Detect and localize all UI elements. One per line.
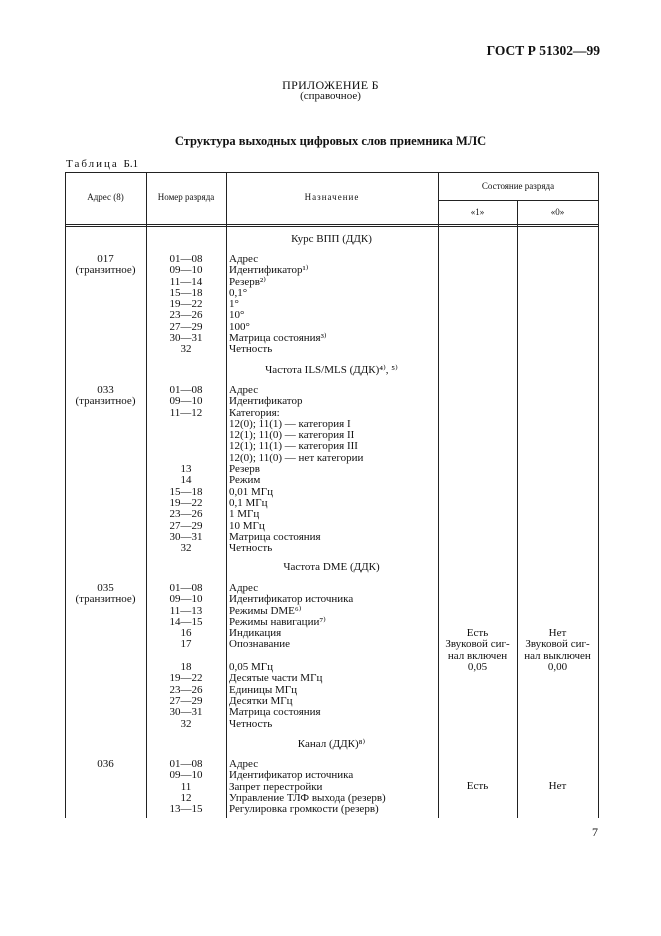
bit-range: 01—08 xyxy=(169,384,203,396)
state-zero-value: нал выключен xyxy=(524,649,591,662)
state-one-value: 0,05 xyxy=(467,660,488,673)
state-one-value: Звуковой сиг- xyxy=(445,638,510,651)
header-purpose: Назначение xyxy=(304,192,360,202)
bit-range: 30—31 xyxy=(169,706,203,719)
purpose-text: 10 МГц xyxy=(229,519,265,532)
state-one-value: Есть xyxy=(466,780,489,792)
table-top-border xyxy=(65,172,598,173)
section-purpose-frequency-dme xyxy=(229,583,353,730)
state-one-channel xyxy=(438,781,517,792)
purpose-text: Адрес xyxy=(229,758,259,770)
bit-range: 15—18 xyxy=(169,485,203,498)
bit-range: 23—26 xyxy=(169,309,203,322)
appendix-note: (справочное) xyxy=(300,90,361,102)
bit-range: 27—29 xyxy=(169,320,203,333)
state-subheader-line xyxy=(438,200,598,201)
purpose-text: Режимы DME⁶⁾ xyxy=(229,604,302,617)
purpose-text: Индикация xyxy=(229,627,282,640)
address-code: 036 xyxy=(97,758,114,770)
bit-range: 01—08 xyxy=(169,253,203,265)
bit-range: 19—22 xyxy=(169,496,203,509)
purpose-text: 1 МГц xyxy=(229,508,260,521)
purpose-text: Режим xyxy=(229,474,261,487)
purpose-text: Матрица состояния xyxy=(229,706,321,719)
bit-range: 11 xyxy=(180,780,192,793)
state-zero-value: 0,00 xyxy=(547,660,568,673)
document-id: ГОСТ Р 51302—99 xyxy=(486,43,600,58)
purpose-text: Десятые части МГц xyxy=(229,672,323,685)
bit-range xyxy=(146,430,226,441)
address-code: 035 xyxy=(97,582,114,594)
purpose-text: Идентификатор источника xyxy=(229,769,354,782)
state-zero-value: Звуковой сиг- xyxy=(525,638,590,651)
bit-range: 23—26 xyxy=(169,508,203,521)
bit-range: 27—29 xyxy=(169,519,203,532)
state-one-value: Есть xyxy=(466,627,489,639)
bit-range: 09—10 xyxy=(169,395,203,408)
purpose-text: Четность xyxy=(229,343,273,356)
purpose-text: Десятки МГц xyxy=(229,694,293,707)
state-zero-value: Нет xyxy=(548,780,567,792)
purpose-text: 0,1° xyxy=(229,286,248,299)
purpose-text: 100° xyxy=(229,320,250,333)
data-table xyxy=(65,172,598,818)
bit-range: 14 xyxy=(180,474,192,487)
table-label-word: Таблица xyxy=(66,158,119,170)
purpose-text: Матрица состояния xyxy=(229,530,321,543)
section-purpose-channel xyxy=(229,759,386,815)
purpose-text: Резерв²⁾ xyxy=(229,275,266,288)
bit-range: 01—08 xyxy=(169,582,203,594)
state-zero-dme xyxy=(517,628,598,673)
purpose-text: 12(0); 11(1) — категория I xyxy=(229,417,351,430)
purpose-text: Адрес xyxy=(229,253,259,265)
bit-range xyxy=(146,441,226,452)
purpose-text: 12(1); 11(0) — категория II xyxy=(229,429,355,442)
bit-range: 11—14 xyxy=(169,275,203,288)
bit-range: 12 xyxy=(180,791,192,804)
bit-range: 18 xyxy=(180,661,192,674)
purpose-text: Четность xyxy=(229,717,273,730)
section-address-frequency-dme xyxy=(65,583,146,606)
purpose-text: Идентификатор¹⁾ xyxy=(229,264,309,277)
purpose-text: Запрет перестройки xyxy=(229,780,323,793)
header-address: Адрес (8) xyxy=(87,192,124,202)
section-title-course: Курс ВПП (ДДК) xyxy=(291,233,372,245)
table-label xyxy=(66,158,138,170)
section-bits-course xyxy=(146,254,226,356)
purpose-text: 0,1 МГц xyxy=(229,496,268,509)
bit-range: 32 xyxy=(180,343,192,356)
bit-range xyxy=(146,419,226,430)
bit-range: 09—10 xyxy=(169,593,203,606)
section-bits-frequency-dme xyxy=(146,583,226,730)
bit-range: 01—08 xyxy=(169,758,203,770)
bit-range: 15—18 xyxy=(169,286,203,299)
state-zero-value: Нет xyxy=(548,627,567,639)
page-number: 7 xyxy=(592,825,598,839)
section-title-frequency-ils: Частота ILS/MLS (ДДК)⁴⁾, ⁵⁾ xyxy=(265,364,398,376)
address-note: (транзитное) xyxy=(75,264,136,277)
purpose-text: Опознавание xyxy=(229,638,291,651)
purpose-text: Управление ТЛФ выхода (резерв) xyxy=(229,791,386,804)
state-one-dme xyxy=(438,628,517,673)
bit-range: 32 xyxy=(180,542,192,555)
bit-range: 09—10 xyxy=(169,769,203,782)
purpose-text: Резерв xyxy=(229,463,260,476)
address-note: (транзитное) xyxy=(75,593,136,606)
purpose-text: Регулировка громкости (резерв) xyxy=(229,803,379,816)
purpose-text: Матрица состояния³⁾ xyxy=(229,332,327,345)
address-code: 017 xyxy=(97,253,114,265)
state-one-value: нал включен xyxy=(447,649,508,662)
purpose-text: 0,05 МГц xyxy=(229,661,274,674)
section-address-frequency-ils xyxy=(65,385,146,408)
address-code: 033 xyxy=(97,384,114,396)
bit-range: 11—13 xyxy=(169,604,203,617)
bit-range: 23—26 xyxy=(169,683,203,696)
col-line-state xyxy=(517,200,518,818)
purpose-text: Категория: xyxy=(229,406,280,419)
section-title-frequency-dme: Частота DME (ДДК) xyxy=(283,561,380,573)
bit-range: 09—10 xyxy=(169,264,203,277)
bit-range: 32 xyxy=(180,717,192,730)
bit-range: 14—15 xyxy=(169,615,203,628)
header-separator xyxy=(65,224,598,227)
section-bits-channel xyxy=(146,759,226,815)
bit-range: 19—22 xyxy=(169,672,203,685)
purpose-text: Режимы навигации⁷⁾ xyxy=(229,615,326,628)
purpose-text: Идентификатор источника xyxy=(229,593,354,606)
bit-range: 30—31 xyxy=(169,332,203,345)
purpose-text: 1° xyxy=(229,298,239,311)
section-address-course xyxy=(65,254,146,277)
col-line-bits xyxy=(226,172,227,818)
bit-range: 17 xyxy=(180,638,192,651)
col-line-purpose xyxy=(438,172,439,818)
header-bit-number: Номер разряда xyxy=(157,192,215,202)
structure-title: Структура выходных цифровых слов приемника МЛС xyxy=(174,134,487,148)
header-state-zero: «0» xyxy=(550,207,565,217)
purpose-text: Четность xyxy=(229,542,273,555)
col-line-right xyxy=(598,172,599,818)
bit-range: 13—15 xyxy=(169,803,203,816)
bit-range: 11—12 xyxy=(169,406,203,419)
bit-range: 13 xyxy=(180,463,192,476)
section-bits-frequency-ils xyxy=(146,385,226,554)
purpose-text: Адрес xyxy=(229,384,259,396)
section-purpose-frequency-ils xyxy=(229,385,363,554)
purpose-text: Единицы МГц xyxy=(229,683,298,696)
bit-range: 19—22 xyxy=(169,298,203,311)
purpose-text: Адрес xyxy=(229,582,259,594)
table-label-number: Б.1 xyxy=(123,158,139,170)
section-address-channel xyxy=(65,759,146,770)
purpose-text: 12(1); 11(1) — категория III xyxy=(229,440,358,453)
address-note: (транзитное) xyxy=(75,395,136,408)
purpose-text: 12(0); 11(0) — нет категории xyxy=(229,451,364,464)
header-state-one: «1» xyxy=(470,207,485,217)
section-title-channel: Канал (ДДК)⁸⁾ xyxy=(297,738,366,750)
bit-range: 27—29 xyxy=(169,694,203,707)
state-zero-channel xyxy=(517,781,598,792)
appendix-title: ПРИЛОЖЕНИЕ Б xyxy=(282,78,379,92)
bit-range: 16 xyxy=(180,627,192,640)
purpose-text: Идентификатор xyxy=(229,395,303,408)
purpose-text: 0,01 МГц xyxy=(229,485,274,498)
bit-range: 30—31 xyxy=(169,530,203,543)
section-purpose-course xyxy=(229,254,327,356)
purpose-text: 10° xyxy=(229,309,245,322)
header-state: Состояние разряда xyxy=(481,181,555,191)
